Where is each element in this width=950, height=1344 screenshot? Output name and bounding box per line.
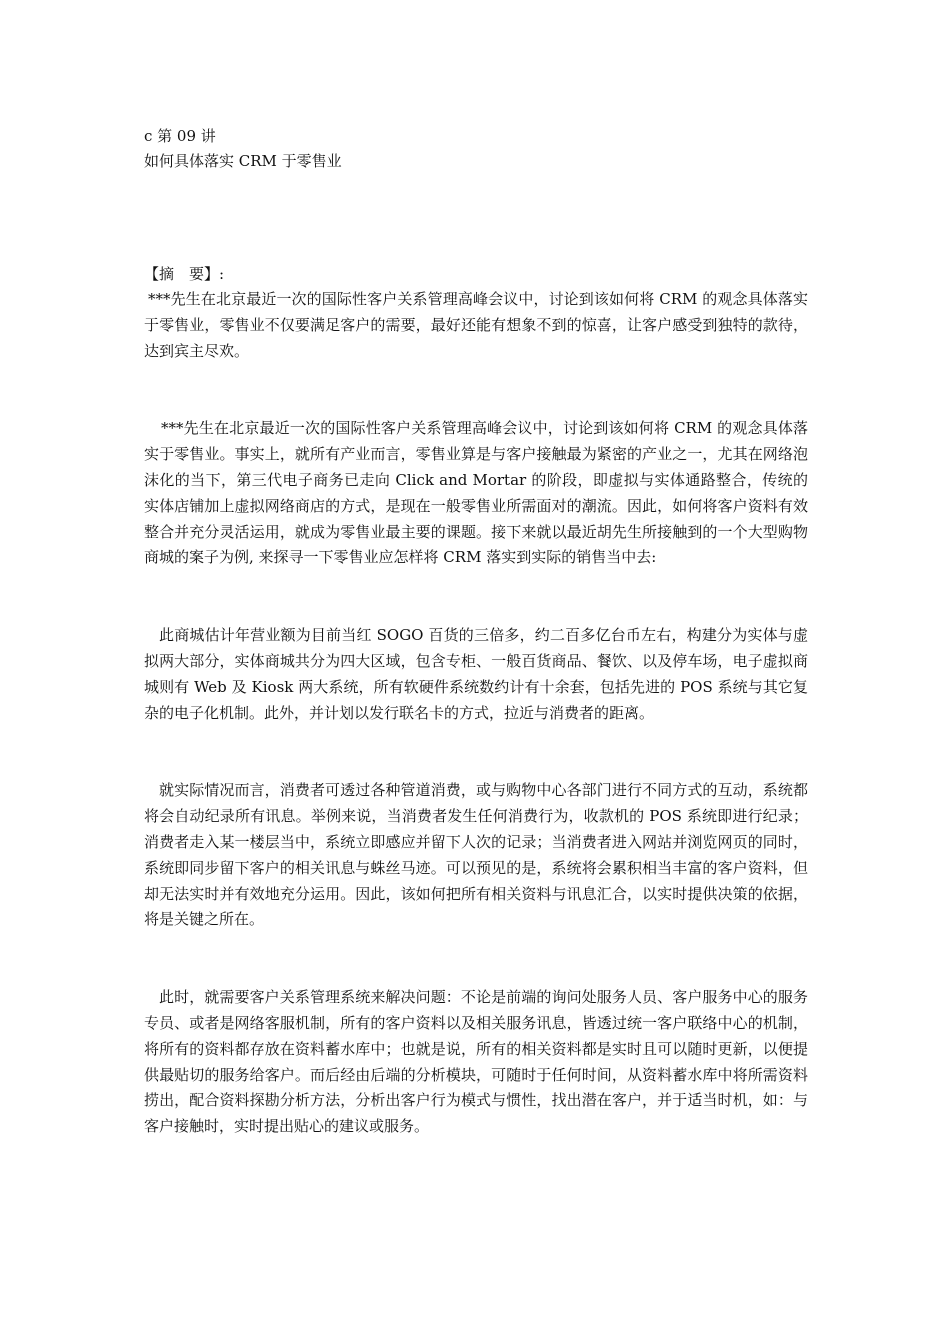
document-title: 如何具体落实 CRM 于零售业 — [144, 152, 342, 170]
spacer — [144, 571, 808, 623]
spacer — [144, 174, 808, 262]
spacer — [144, 364, 808, 416]
body-paragraph: 就实际情况而言，消费者可透过各种管道消费，或与购物中心各部门进行不同方式的互动，系统都将会自动纪录所有讯息。举例来说，当消费者发生任何消费行为，收款机的 POS 系统即进行纪录；消费者走入某一楼层当中，系统立即感应并留下人次的记录；当消费者进入网站并浏览网页的同时，系统即同步留下客户的相关讯息与蛛丝马迹。可以预见的是，系统将会累积相当丰富的客户资料，但却无法实时并有效地充分运用。因此，该如何把所有相关资料与讯息汇合，以实时提供决策的依据，将是关键之所在。 — [144, 781, 808, 929]
abstract-text: ***先生在北京最近一次的国际性客户关系管理高峰会议中，讨论到该如何将 CRM 的观念具体落实于零售业，零售业不仅要满足客户的需要，最好还能有想象不到的惊喜，让客户感受到独特的款待，达到宾主尽欢。 — [144, 290, 808, 360]
spacer — [144, 933, 808, 985]
abstract-heading: 【摘 要】: — [144, 265, 225, 283]
document-page — [144, 124, 808, 1140]
lecture-number: c 第 09 讲 — [144, 127, 216, 145]
spacer — [144, 726, 808, 778]
body-paragraph: 此时，就需要客户关系管理系统来解决问题：不论是前端的询问处服务人员、客户服务中心的服务专员、或者是网络客服机制，所有的客户资料以及相关服务讯息，皆透过统一客户联络中心的机制，将所有的资料都存放在资料蓄水库中；也就是说，所有的相关资料都是实时且可以随时更新，以便提供最贴切的服务给客户。而后经由后端的分析模块，可随时于任何时间，从资料蓄水库中将所需资料捞出，配合资料探勘分析方法，分析出客户行为模式与惯性，找出潜在客户，并于适当时机，如：与客户接触时，实时提出贴心的建议或服务。 — [144, 988, 808, 1136]
body-paragraph: ***先生在北京最近一次的国际性客户关系管理高峰会议中，讨论到该如何将 CRM 的观念具体落实于零售业。事实上，就所有产业而言，零售业算是与客户接触最为紧密的产业之一，尤其在网络泡沫化的当下，第三代电子商务已走向 Click and Mortar 的阶段，即虚拟与实体通路整合，传统的实体店铺加上虚拟网络商店的方式，是现在一般零售业所需面对的潮流。因此，如何将客户资料有效整合并充分灵活运用，就成为零售业最主要的课题。接下来就以最近胡先生所接触到的一个大型购物商城的案子为例, 来探寻一下零售业应怎样将 CRM 落实到实际的销售当中去: — [144, 419, 808, 567]
body-paragraph: 此商城估计年营业额为目前当红 SOGO 百货的三倍多，约二百多亿台币左右，构建分为实体与虚拟两大部分，实体商城共分为四大区域，包含专柜、一般百货商品、餐饮、以及停车场，电子虚拟商城则有 Web 及 Kiosk 两大系统，所有软硬件系统数约计有十余套，包括先进的 POS 系统与其它复杂的电子化机制。此外，并计划以发行联名卡的方式，拉近与消费者的距离。 — [144, 626, 808, 722]
